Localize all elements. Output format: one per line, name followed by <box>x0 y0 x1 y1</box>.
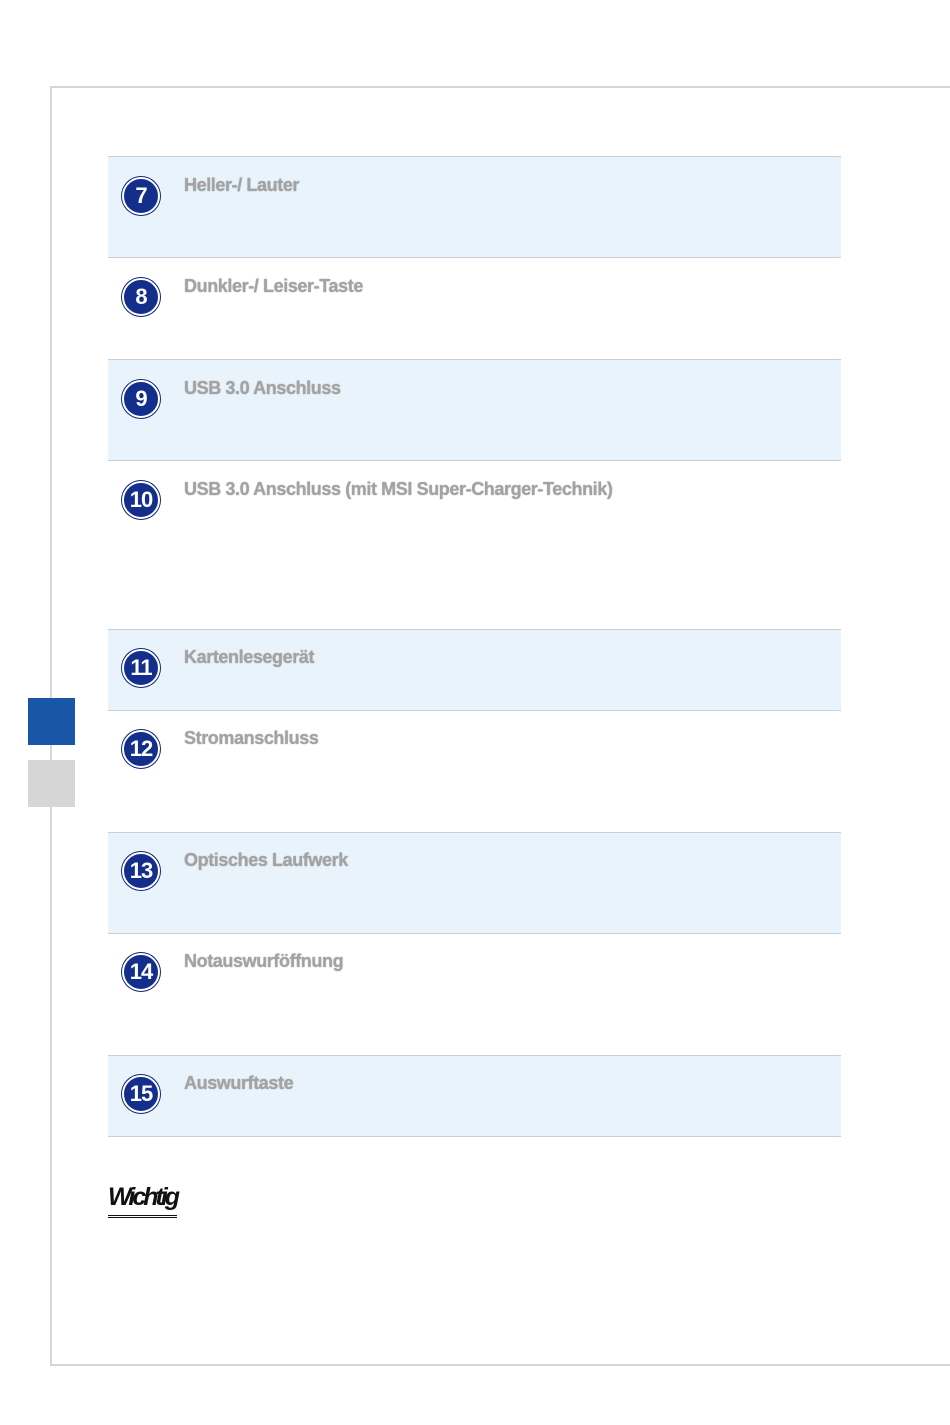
feature-label: Stromanschluss <box>184 728 319 748</box>
number-badge: 11 <box>122 649 160 687</box>
feature-table <box>108 156 841 1137</box>
feature-row-12 <box>108 710 841 832</box>
feature-label: USB 3.0 Anschluss (mit MSI Super-Charger-Technik) <box>184 479 613 499</box>
important-heading: Wichtig <box>108 1183 177 1218</box>
feature-row-9 <box>108 359 841 460</box>
number-badge: 13 <box>122 852 160 890</box>
side-tab-inactive[interactable] <box>28 760 75 807</box>
feature-label: Heller-/ Lauter <box>184 175 300 195</box>
feature-label: Kartenlesegerät <box>184 647 315 667</box>
number-badge: 14 <box>122 953 160 991</box>
feature-row-13 <box>108 832 841 933</box>
number-badge: 12 <box>122 730 160 768</box>
number-badge: 10 <box>122 481 160 519</box>
feature-row-8 <box>108 257 841 359</box>
feature-row-7 <box>108 156 841 257</box>
feature-row-11 <box>108 629 841 710</box>
feature-label: Notauswurföffnung <box>184 951 344 971</box>
feature-label: Optisches Laufwerk <box>184 850 348 870</box>
number-badge: 9 <box>122 380 160 418</box>
feature-label: Auswurftaste <box>184 1073 294 1093</box>
feature-row-15 <box>108 1055 841 1137</box>
feature-row-10 <box>108 460 841 629</box>
number-badge: 7 <box>122 177 160 215</box>
feature-label: USB 3.0 Anschluss <box>184 378 341 398</box>
feature-label: Dunkler-/ Leiser-Taste <box>184 276 363 296</box>
side-tab-active[interactable] <box>28 698 75 745</box>
feature-row-14 <box>108 933 841 1055</box>
number-badge: 15 <box>122 1075 160 1113</box>
number-badge: 8 <box>122 278 160 316</box>
